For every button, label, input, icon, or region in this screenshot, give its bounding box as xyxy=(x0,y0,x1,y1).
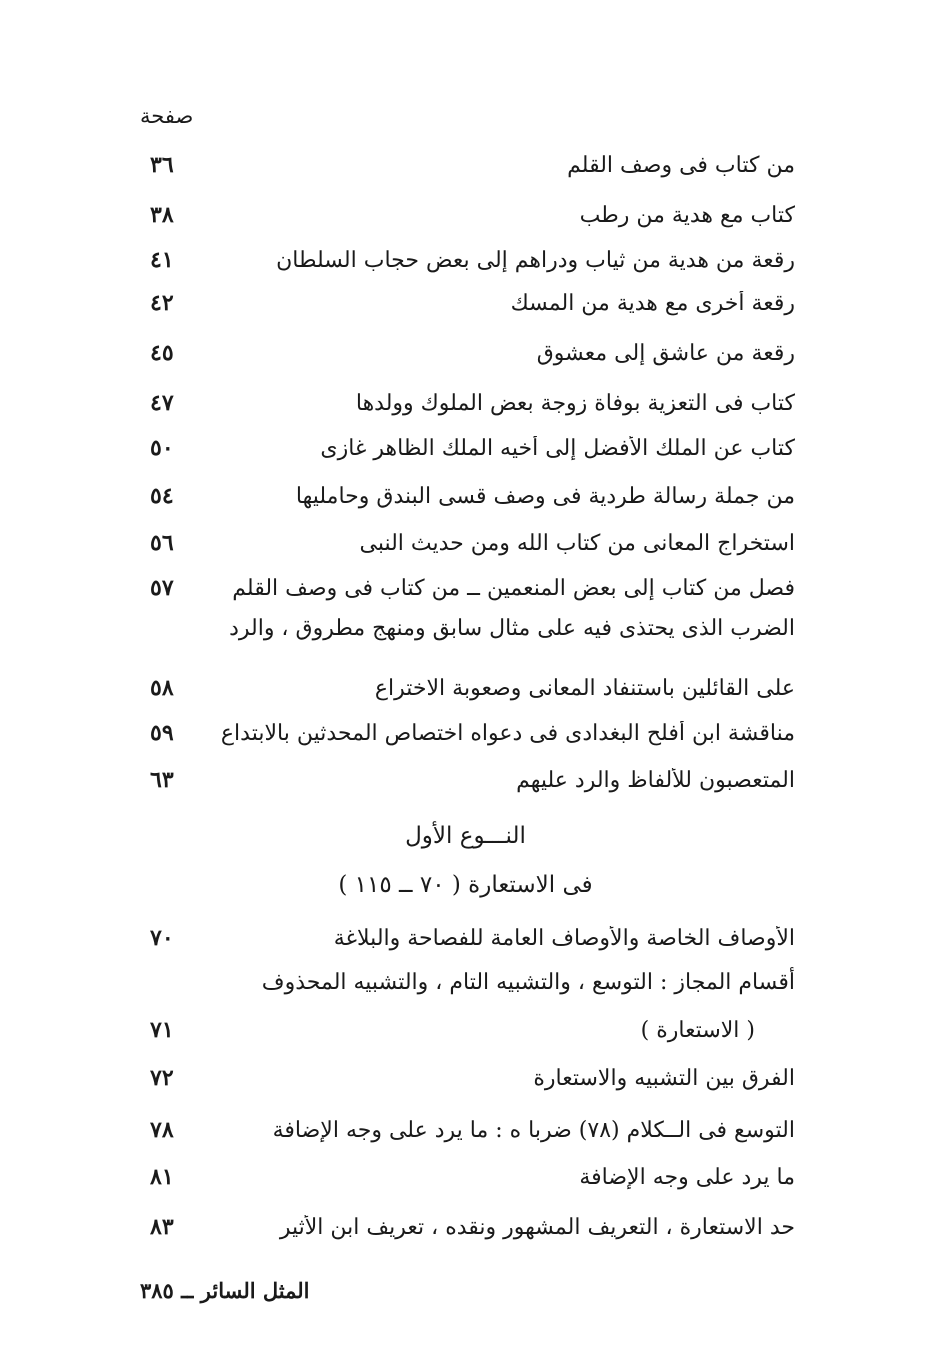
toc-entry-title: كتاب فى التعزية بوفاة زوجة بعض الملوك وولدها xyxy=(355,390,795,416)
toc-entry-page: ٥٦ xyxy=(150,530,174,556)
toc-entry-page: ٧٢ xyxy=(150,1065,174,1091)
section-subheading: فى الاستعارة ( ٧٠ ــ ١١٥ ) xyxy=(338,872,593,898)
toc-entry xyxy=(150,713,795,753)
toc-entry-page: ٧٨ xyxy=(150,1117,174,1143)
toc-entry-page: ٥٤ xyxy=(150,483,174,509)
toc-entry-page: ٦٣ xyxy=(150,767,174,793)
toc-entry-title: كتاب مع هدية من رطب xyxy=(579,202,795,228)
toc-entry xyxy=(150,1110,795,1150)
toc-entry xyxy=(150,240,795,280)
section-heading: النـــوع الأول xyxy=(405,823,526,849)
toc-entry-page: ٨١ xyxy=(150,1164,174,1190)
toc-entry xyxy=(150,333,795,373)
toc-entry-page: ٥٨ xyxy=(150,675,174,701)
toc-entry xyxy=(150,523,795,563)
toc-entry-page: ٨٣ xyxy=(150,1214,174,1240)
toc-entry-title: من جملة رسالة طردية فى وصف قسى البندق وحامليها xyxy=(295,483,795,509)
toc-entry xyxy=(150,668,795,708)
toc-entry-page: ٣٨ xyxy=(150,202,174,228)
toc-entry-title: على القائلين باستنفاد المعانى وصعوبة الاختراع xyxy=(374,675,795,701)
toc-entry-title: التوسع فى الــكلام (٧٨) ضربا ه : ما يرد على وجه الإضافة xyxy=(272,1117,795,1143)
toc-entry-title: ( الاستعارة ) xyxy=(640,1017,755,1043)
toc-entry-title: رقعة من هدية من ثياب ودراهم إلى بعض حجاب السلطان xyxy=(276,247,795,273)
toc-entry xyxy=(150,383,795,423)
toc-entry-title: حد الاستعارة ، التعريف المشهور ونقده ، تعريف ابن الأثير xyxy=(279,1214,795,1240)
toc-entry xyxy=(150,568,795,608)
toc-entry-page: ٧١ xyxy=(150,1017,174,1043)
toc-entry-title: الفرق بين التشبيه والاستعارة xyxy=(533,1065,795,1091)
toc-entry xyxy=(150,428,795,468)
toc-entry xyxy=(150,476,795,516)
toc-entry xyxy=(150,1157,795,1197)
toc-continuation-line: الضرب الذى يحتذى فيه على مثال سابق ومنهج مطروق ، والرد xyxy=(229,616,795,641)
toc-entry xyxy=(150,1058,795,1098)
toc-entry-title: الأوصاف الخاصة والأوصاف العامة للفصاحة والبلاغة xyxy=(333,925,795,951)
toc-entry-page: ٣٦ xyxy=(150,152,174,178)
toc-entry-title: كتاب عن الملك الأفضل إلى أخيه الملك الظاهر غازى xyxy=(320,435,795,461)
toc-entry-title: فصل من كتاب إلى بعض المنعمين ــ من كتاب فى وصف القلم xyxy=(232,575,795,601)
toc-entry-page: ٥٩ xyxy=(150,720,174,746)
page-column-label: صفحة xyxy=(140,104,194,128)
toc-entry-page: ٥٧ xyxy=(150,575,174,601)
toc-entry-title: من كتاب فى وصف القلم xyxy=(567,152,795,178)
toc-entry-title: المتعصبون للألفاظ والرد عليهم xyxy=(516,767,795,793)
toc-entry-page: ٤٢ xyxy=(150,290,174,316)
toc-entry xyxy=(150,1207,795,1247)
toc-entry-title: رقعة أخرى مع هدية من المسك xyxy=(510,290,795,316)
toc-entry xyxy=(150,918,795,958)
toc-entry-line: أقسام المجاز : التوسع ، والتشبيه التام ، والتشبيه المحذوف xyxy=(261,970,795,995)
toc-entry xyxy=(150,1010,795,1050)
toc-entry-title: استخراج المعانى من كتاب الله ومن حديث النبى xyxy=(359,530,795,556)
toc-entry xyxy=(150,283,795,323)
toc-entry-page: ٤٧ xyxy=(150,390,174,416)
toc-entry xyxy=(150,195,795,235)
toc-entry-title: ما يرد على وجه الإضافة xyxy=(579,1164,795,1190)
toc-entry-page: ٧٠ xyxy=(150,925,174,951)
toc-entry-title: رقعة من عاشق إلى معشوق xyxy=(536,340,795,366)
toc-entry xyxy=(150,145,795,185)
toc-entry-title: مناقشة ابن أفلح البغدادى فى دعواه اختصاص المحدثين بالابتداع xyxy=(220,720,795,746)
toc-entry-page: ٤٥ xyxy=(150,340,174,366)
toc-entry-page: ٤١ xyxy=(150,247,174,273)
toc-entry xyxy=(150,760,795,800)
toc-entry-page: ٥٠ xyxy=(150,435,174,461)
page-footer: المثل السائر ــ ٣٨٥ xyxy=(140,1278,310,1303)
